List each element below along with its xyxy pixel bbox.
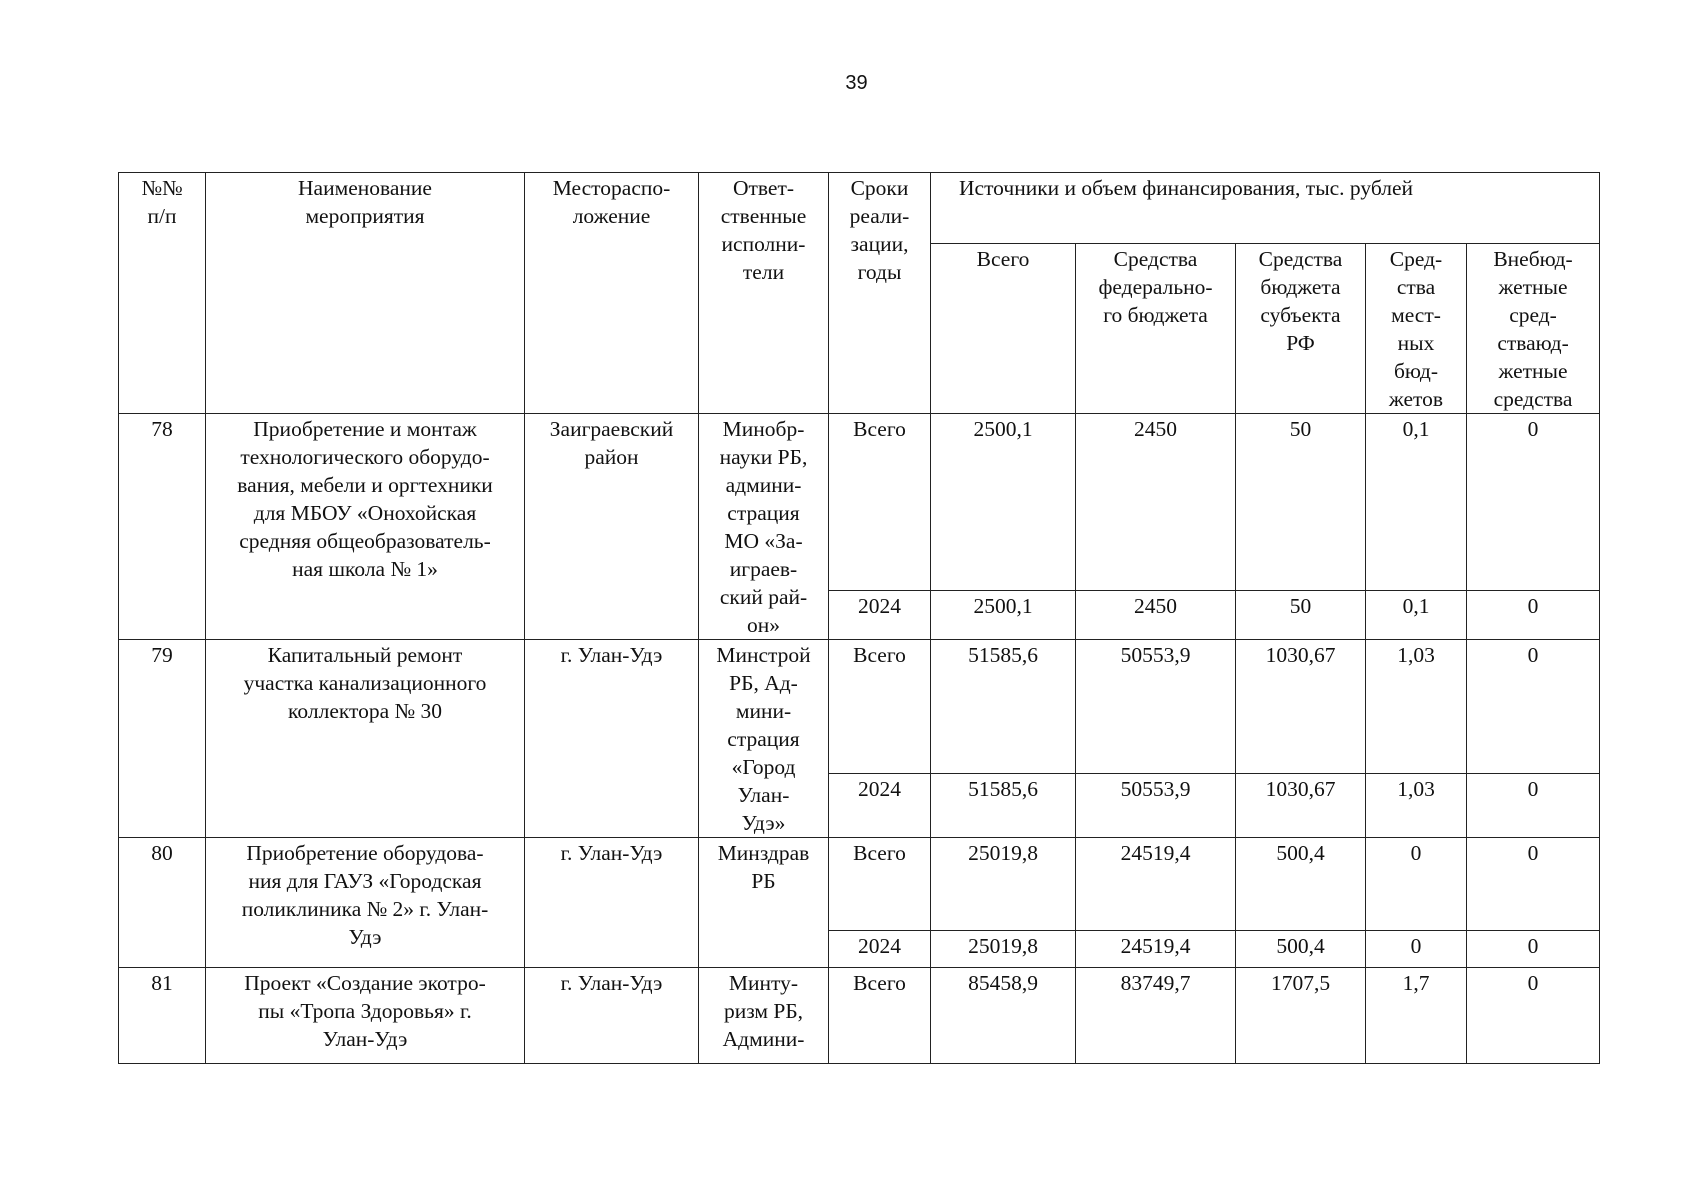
header-terms: Сроки реали- зации, годы bbox=[829, 173, 931, 414]
row-extra: 0 bbox=[1467, 838, 1600, 931]
row-federal: 2450 bbox=[1076, 414, 1236, 591]
header-local: Сред- ства мест- ных бюд- жетов bbox=[1366, 244, 1467, 414]
row-location: г. Улан-Удэ bbox=[525, 968, 699, 1064]
row-extra: 0 bbox=[1467, 414, 1600, 591]
row-local: 0 bbox=[1366, 838, 1467, 931]
row-term: Всего bbox=[829, 838, 931, 931]
row-local: 0 bbox=[1366, 931, 1467, 968]
row-local: 0,1 bbox=[1366, 591, 1467, 640]
row-extra: 0 bbox=[1467, 968, 1600, 1064]
row-federal: 50553,9 bbox=[1076, 640, 1236, 774]
row-responsible: Минту- ризм РБ, Админи- bbox=[699, 968, 829, 1064]
row-total: 51585,6 bbox=[931, 774, 1076, 838]
row-location: г. Улан-Удэ bbox=[525, 640, 699, 838]
row-term: Всего bbox=[829, 414, 931, 591]
row-federal: 24519,4 bbox=[1076, 931, 1236, 968]
row-federal: 2450 bbox=[1076, 591, 1236, 640]
header-name: Наименование мероприятия bbox=[206, 173, 525, 414]
table-row bbox=[119, 414, 1600, 591]
row-extra: 0 bbox=[1467, 774, 1600, 838]
row-location: Заиграевский район bbox=[525, 414, 699, 640]
row-federal: 50553,9 bbox=[1076, 774, 1236, 838]
row-term: 2024 bbox=[829, 774, 931, 838]
row-extra: 0 bbox=[1467, 640, 1600, 774]
row-term: Всего bbox=[829, 968, 931, 1064]
header-extra: Внебюд- жетные сред- стваюд- жетные средства bbox=[1467, 244, 1600, 414]
row-regional: 1707,5 bbox=[1236, 968, 1366, 1064]
row-local: 1,03 bbox=[1366, 774, 1467, 838]
header-federal: Средства федерально- го бюджета bbox=[1076, 244, 1236, 414]
header-num: №№ п/п bbox=[119, 173, 206, 414]
header-row-1 bbox=[119, 173, 1600, 244]
row-total: 51585,6 bbox=[931, 640, 1076, 774]
row-responsible: Минстрой РБ, Ад- мини- страция «Город Улан- Удэ» bbox=[699, 640, 829, 838]
header-total: Всего bbox=[931, 244, 1076, 414]
row-regional: 50 bbox=[1236, 591, 1366, 640]
row-federal: 24519,4 bbox=[1076, 838, 1236, 931]
row-name: Капитальный ремонт участка канализационного коллектора № 30 bbox=[206, 640, 525, 838]
row-total: 85458,9 bbox=[931, 968, 1076, 1064]
table-row bbox=[119, 968, 1600, 1064]
row-location: г. Улан-Удэ bbox=[525, 838, 699, 968]
row-local: 0,1 bbox=[1366, 414, 1467, 591]
header-funding: Источники и объем финансирования, тыс. рублей bbox=[931, 173, 1600, 244]
row-term: 2024 bbox=[829, 591, 931, 640]
row-num: 80 bbox=[119, 838, 206, 968]
header-regional: Средства бюджета субъекта РФ bbox=[1236, 244, 1366, 414]
row-term: Всего bbox=[829, 640, 931, 774]
row-name: Проект «Создание экотро- пы «Тропа Здоровья» г. Улан-Удэ bbox=[206, 968, 525, 1064]
header-location: Месторaспо- ложение bbox=[525, 173, 699, 414]
row-regional: 1030,67 bbox=[1236, 640, 1366, 774]
row-extra: 0 bbox=[1467, 931, 1600, 968]
row-federal: 83749,7 bbox=[1076, 968, 1236, 1064]
row-local: 1,03 bbox=[1366, 640, 1467, 774]
header-responsible: Ответ- ственные исполни- тели bbox=[699, 173, 829, 414]
row-regional: 500,4 bbox=[1236, 931, 1366, 968]
row-num: 79 bbox=[119, 640, 206, 838]
row-extra: 0 bbox=[1467, 591, 1600, 640]
row-total: 2500,1 bbox=[931, 591, 1076, 640]
row-regional: 50 bbox=[1236, 414, 1366, 591]
row-local: 1,7 bbox=[1366, 968, 1467, 1064]
table-row bbox=[119, 838, 1600, 931]
row-total: 25019,8 bbox=[931, 838, 1076, 931]
row-regional: 1030,67 bbox=[1236, 774, 1366, 838]
row-regional: 500,4 bbox=[1236, 838, 1366, 931]
row-term: 2024 bbox=[829, 931, 931, 968]
row-name: Приобретение оборудова- ния для ГАУЗ «Городская поликлиника № 2» г. Улан- Удэ bbox=[206, 838, 525, 968]
row-num: 78 bbox=[119, 414, 206, 640]
row-responsible: Минобр- науки РБ, админи- страция МО «За- играев- ский рай- он» bbox=[699, 414, 829, 640]
row-responsible: Минздрав РБ bbox=[699, 838, 829, 968]
row-name: Приобретение и монтаж технологического оборудо- вания, мебели и оргтехники для МБОУ «Онохойская средняя общеобразователь- ная школа № 1» bbox=[206, 414, 525, 640]
row-total: 25019,8 bbox=[931, 931, 1076, 968]
row-total: 2500,1 bbox=[931, 414, 1076, 591]
funding-table bbox=[118, 172, 1600, 1064]
row-num: 81 bbox=[119, 968, 206, 1064]
page-number: 39 bbox=[845, 72, 868, 94]
table-row bbox=[119, 640, 1600, 774]
